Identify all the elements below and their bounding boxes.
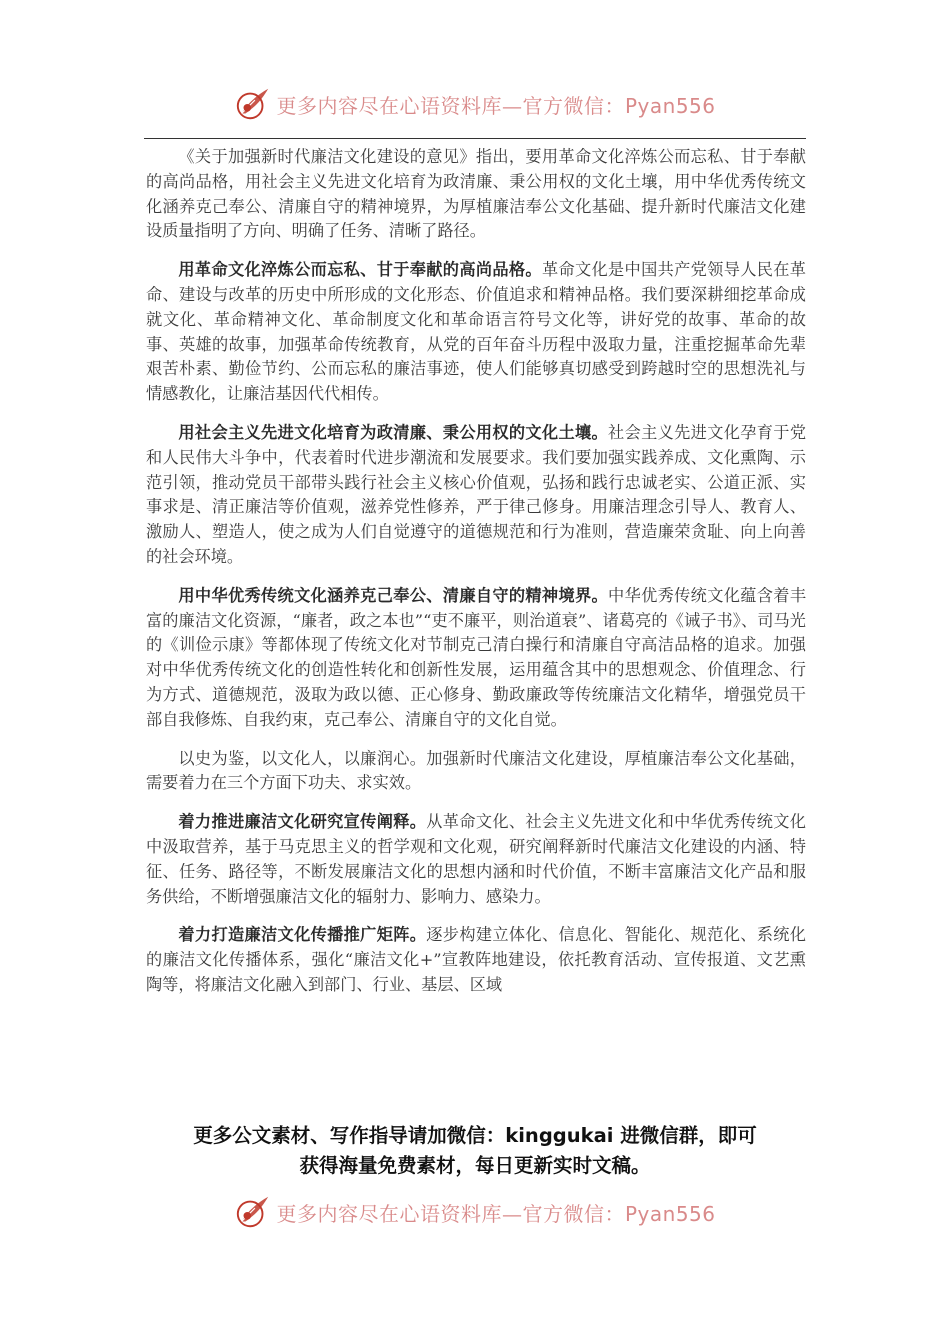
- footer-watermark: [0, 1192, 950, 1232]
- paragraph: 着力打造廉洁文化传播推广矩阵。逐步构建立体化、信息化、智能化、规范化、系统化的廉洁文化传播体系，强化“廉洁文化+”宣教阵地建设，依托教育活动、宣传报道、文艺熏陶等，将廉洁文化融入到部门、行业、基层、区域: [146, 925, 806, 994]
- promo-banner: [120, 1121, 830, 1181]
- promo-line-2: 获得海量免费素材，每日更新实时文稿。: [299, 1154, 651, 1177]
- paragraph: 用革命文化淬炼公而忘私、甘于奉献的高尚品格。革命文化是中国共产党领导人民在革命、建设与改革的历史中所形成的文化形态、价值追求和精神品格。我们要深耕细挖革命成就文化、革命精神文化、革命制度文化和革命语言符号文化等，讲好党的故事、革命的故事、英雄的故事，加强革命传统教育，从党的百年奋斗历程中汲取力量，注重挖掘革命先辈艰苦朴素、勤俭节约、公而忘私的廉洁事迹，使人们能够真切感受到跨越时空的思想洗礼与情感教化，让廉洁基因代代相传。: [146, 260, 806, 404]
- promo-line-1: 更多公文素材、写作指导请加微信：kinggukai 进微信群，即可: [193, 1124, 757, 1147]
- paragraph: 用社会主义先进文化培育为政清廉、秉公用权的文化土壤。社会主义先进文化孕育于党和人民伟大斗争中，代表着时代进步潮流和发展要求。我们要加强实践养成、文化熏陶、示范引领，推动党员干部带头践行社会主义核心价值观，弘扬和践行忠诚老实、公道正派、实事求是、清正廉洁等价值观，滋养党性修养，严于律己修身。用廉洁理念引导人、教育人、激励人、塑造人，使之成为人们自觉遵守的道德规范和行为准则，营造廉荣贪耻、向上向善的社会环境。: [146, 422, 807, 566]
- paragraph: 用中华优秀传统文化涵养克己奉公、清廉自守的精神境界。中华优秀传统文化蕴含着丰富的廉洁文化资源，“廉者，政之本也”“吏不廉平，则治道衰”、诸葛亮的《诫子书》、司马光的《训俭示康》等都体现了传统文化对节制克己清白操行和清廉自守高洁品格的追求。加强对中华优秀传统文化的创造性转化和创新性发展，运用蕴含其中的思想观念、价值理念、行为方式、道德规范，汲取为政以德、正心修身、勤政廉政等传统廉洁文化精华，增强党员干部自我修炼、自我约束，克己奉公、清廉自守的文化自觉。: [146, 585, 807, 729]
- paragraph: 《关于加强新时代廉洁文化建设的意见》指出，要用革命文化淬炼公而忘私、甘于奉献的高尚品格，用社会主义先进文化培育为政清廉、秉公用权的文化土壤，用中华优秀传统文化涵养克己奉公、清廉自守的精神境界，为厚植廉洁奉公文化基础、提升新时代廉洁文化建设质量指明了方向、明确了任务、清晰了路径。: [146, 147, 806, 241]
- watermark-text: 更多内容尽在心语资料库—官方微信：Pyan556: [276, 1201, 716, 1226]
- paragraph: 着力推进廉洁文化研究宣传阐释。从革命文化、社会主义先进文化和中华优秀传统文化中汲取营养，基于马克思主义的哲学观和文化观，研究阐释新时代廉洁文化建设的内涵、特征、任务、路径等，不断发展廉洁文化的思想内涵和时代价值，不断丰富廉洁文化产品和服务供给，不断增强廉洁文化的辐射力、影响力、感染力。: [146, 812, 806, 906]
- feather-pen-logo-icon: [234, 1193, 272, 1231]
- paragraph: 以史为鉴，以文化人，以廉润心。加强新时代廉洁文化建设，厚植廉洁奉公文化基础，需要着力在三个方面下功夫、求实效。: [146, 748, 806, 793]
- article-body: [146, 145, 806, 1012]
- watermark-text: 更多内容尽在心语资料库—官方微信：Pyan556: [276, 93, 716, 118]
